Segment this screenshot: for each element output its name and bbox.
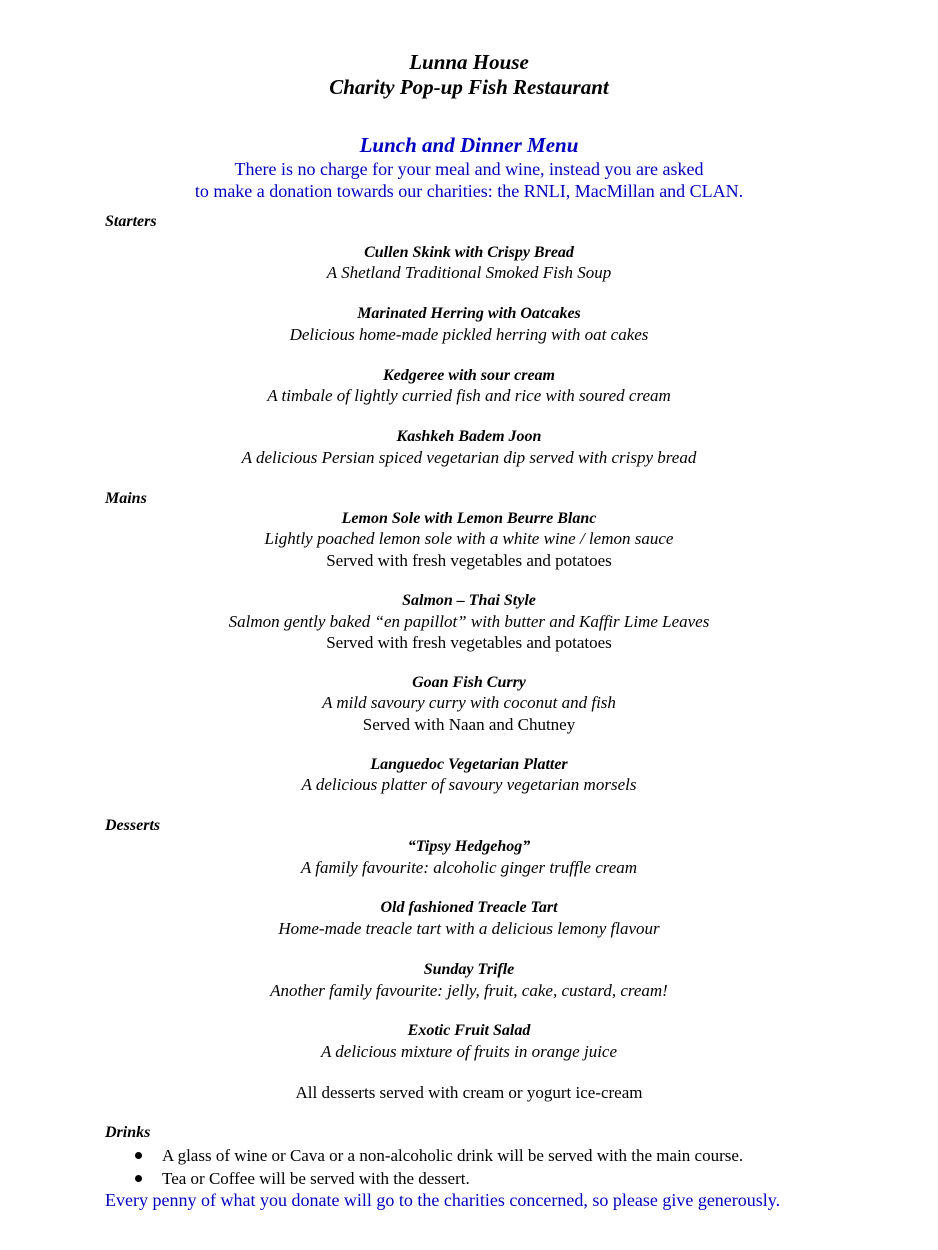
drinks-item-text: Tea or Coffee will be served with the dessert. xyxy=(162,1169,470,1188)
section-heading-starters: Starters xyxy=(105,213,157,230)
restaurant-name: Lunna House xyxy=(409,50,529,74)
section-heading-drinks: Drinks xyxy=(105,1124,151,1141)
dish-note: Served with fresh vegetables and potatoes xyxy=(326,633,612,652)
dish-name: Kashkeh Badem Joon xyxy=(396,428,542,445)
dish-description: A Shetland Traditional Smoked Fish Soup xyxy=(326,263,612,282)
bullet-icon xyxy=(135,1175,142,1182)
bullet-icon xyxy=(135,1152,142,1159)
dish-name: Salmon – Thai Style xyxy=(402,592,536,609)
dish-description: A mild savoury curry with coconut and fish xyxy=(322,693,616,712)
dish-description: Lightly poached lemon sole with a white wine / lemon sauce xyxy=(264,529,674,548)
dish-description: A delicious Persian spiced vegetarian dip served with crispy bread xyxy=(241,448,697,467)
dish-note: Served with Naan and Chutney xyxy=(362,715,576,734)
dish-description: A delicious mixture of fruits in orange juice xyxy=(320,1042,618,1061)
intro-line-2: to make a donation towards our charities: the RNLI, MacMillan and CLAN. xyxy=(194,181,744,201)
section-heading-desserts: Desserts xyxy=(105,817,161,834)
dish-note: Served with fresh vegetables and potatoes xyxy=(326,551,612,570)
dish-name: Kedgeree with sour cream xyxy=(383,367,555,384)
drinks-list-item xyxy=(135,1170,470,1187)
dish-name: “Tipsy Hedgehog” xyxy=(407,838,531,855)
desserts-note: All desserts served with cream or yogurt ice-cream xyxy=(295,1083,643,1102)
drinks-item-text: A glass of wine or Cava or a non-alcoholic drink will be served with the main course. xyxy=(162,1146,744,1165)
dish-name: Lemon Sole with Lemon Beurre Blanc xyxy=(341,510,597,527)
dish-description: Salmon gently baked “en papillot” with butter and Kaffir Lime Leaves xyxy=(228,612,710,631)
dish-name: Old fashioned Treacle Tart xyxy=(380,899,558,916)
restaurant-subtitle: Charity Pop-up Fish Restaurant xyxy=(329,75,609,99)
dish-description: Another family favourite: jelly, fruit, cake, custard, cream! xyxy=(270,981,668,1000)
dish-description: A family favourite: alcoholic ginger truffle cream xyxy=(300,858,638,877)
menu-heading: Lunch and Dinner Menu xyxy=(359,133,579,157)
dish-description: A timbale of lightly curried fish and rice with soured cream xyxy=(267,386,671,405)
dish-name: Exotic Fruit Salad xyxy=(407,1022,531,1039)
footer-appeal: Every penny of what you donate will go to the charities concerned, so please give generously. xyxy=(105,1190,781,1210)
intro-line-1: There is no charge for your meal and wine, instead you are asked xyxy=(234,159,704,179)
dish-name: Marinated Herring with Oatcakes xyxy=(357,305,581,322)
dish-description: Delicious home-made pickled herring with oat cakes xyxy=(289,325,649,344)
dish-name: Languedoc Vegetarian Platter xyxy=(370,756,568,773)
dish-description: Home-made treacle tart with a delicious lemony flavour xyxy=(278,919,660,938)
section-heading-mains: Mains xyxy=(105,490,147,507)
dish-name: Sunday Trifle xyxy=(423,961,515,978)
drinks-list-item xyxy=(135,1147,743,1164)
dish-name: Cullen Skink with Crispy Bread xyxy=(364,244,574,261)
dish-name: Goan Fish Curry xyxy=(412,674,526,691)
dish-description: A delicious platter of savoury vegetarian morsels xyxy=(301,775,637,794)
